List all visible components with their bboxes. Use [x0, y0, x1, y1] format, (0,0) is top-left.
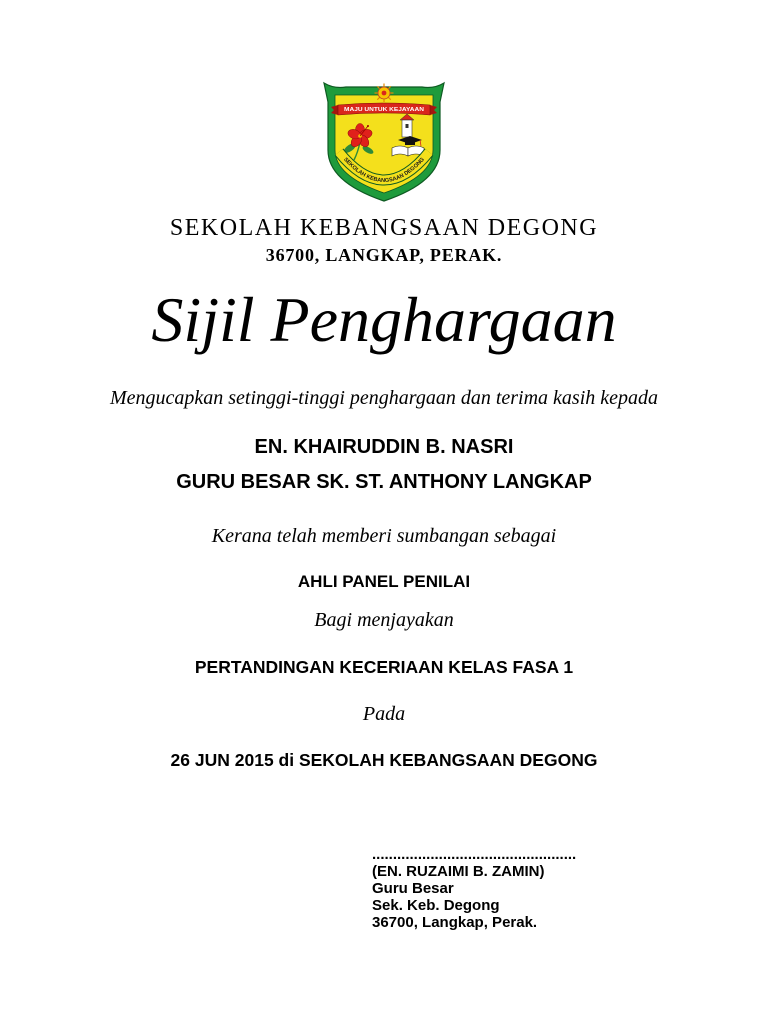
crest-motto-ribbon: [331, 103, 437, 115]
crest-sun-emblem: [375, 84, 394, 103]
school-crest-logo: [322, 76, 446, 202]
signature-block: [372, 846, 576, 931]
crest-motto-text: MAJU UNTUK KEJAYAAN: [344, 106, 425, 113]
recipient-position: GURU BESAR SK. ST. ANTHONY LANGKAP: [176, 471, 592, 493]
school-crest: [322, 76, 446, 202]
contribution-intro: Kerana telah memberi sumbangan sebagai: [211, 525, 557, 547]
school-name: SEKOLAH KEBANGSAAN DEGONG: [169, 215, 599, 241]
event-date-venue: 26 JUN 2015 di SEKOLAH KEBANGSAAN DEGONG: [170, 750, 598, 770]
date-intro: Pada: [362, 703, 406, 725]
event-name: PERTANDINGAN KECERIAAN KELAS FASA 1: [194, 657, 574, 677]
signatory-address: 36700, Langkap, Perak.: [372, 914, 538, 931]
school-address: 36700, LANGKAP, PERAK.: [265, 245, 503, 265]
certificate-title: Sijil Penghargaan: [151, 284, 617, 355]
signatory-title: Guru Besar: [372, 880, 454, 897]
appreciation-intro: Mengucapkan setinggi-tinggi penghargaan dan terima kasih kepada: [109, 387, 659, 409]
signatory-school: Sek. Keb. Degong: [372, 897, 500, 914]
recipient-name: EN. KHAIRUDDIN B. NASRI: [254, 436, 514, 458]
crest-banner-textpath: SEKOLAH KEBANGSAAN DEGONG: [342, 156, 426, 185]
event-intro: Bagi menjayakan: [314, 609, 454, 631]
contribution-role: AHLI PANEL PENILAI: [297, 572, 471, 591]
signature-line: .................................................: [372, 846, 577, 863]
signatory-name: (EN. RUZAIMI B. ZAMIN): [372, 863, 545, 880]
